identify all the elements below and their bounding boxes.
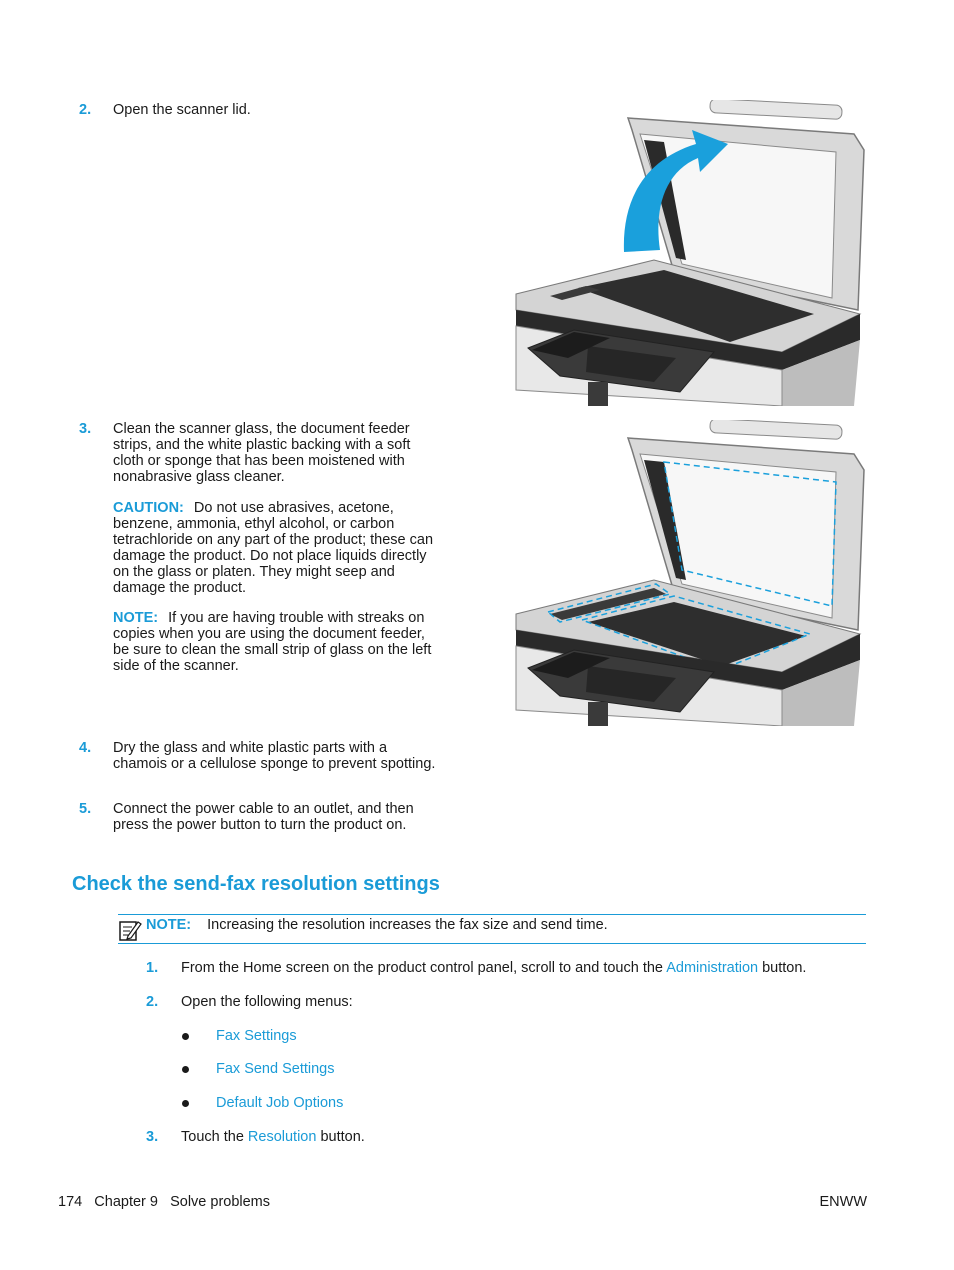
- resolution-button-ref: Resolution: [247, 1129, 317, 1145]
- menu-item-fax-send-settings: Fax Send Settings: [216, 1061, 335, 1077]
- step-text-before: Touch the: [181, 1129, 248, 1145]
- scanner-glass-cleaning-illustration: [514, 420, 866, 726]
- caution-text: Do not use abrasives, acetone, benzene, ammonia, ethyl alcohol, or carbon tetrachloride on any part of the product; these can damage the product. Do not place liquids directly on the glass or platen. They might seep and damage the product.: [113, 500, 434, 596]
- note-icon: [118, 918, 142, 942]
- step-number: 3.: [146, 1129, 159, 1145]
- step-text-after: button.: [758, 960, 807, 976]
- page-footer-right: ENWW: [819, 1194, 867, 1210]
- bullet: [182, 1033, 189, 1040]
- section-title: Check the send-fax resolution settings: [72, 873, 440, 895]
- step-text: [181, 960, 806, 976]
- chapter-label: Chapter 9: [94, 1194, 158, 1210]
- step-number: 5.: [79, 801, 92, 817]
- administration-button-ref: Administration: [666, 960, 759, 976]
- menu-item-fax-settings: Fax Settings: [216, 1028, 297, 1044]
- step-text: Dry the glass and white plastic parts with a chamois or a cellulose sponge to prevent spotting.: [113, 740, 436, 772]
- step-number: 1.: [146, 960, 159, 976]
- step-text: Clean the scanner glass, the document feeder strips, and the white plastic backing with a soft cloth or sponge that has been moistened with nonabrasive glass cleaner.: [113, 421, 411, 485]
- step-number: 2.: [79, 102, 92, 118]
- step-text-before: From the Home screen on the product control panel, scroll to and touch the: [181, 960, 667, 976]
- scanner-lid-open-illustration: [514, 100, 866, 406]
- step-text-after: button.: [316, 1129, 365, 1145]
- caution-block: [113, 500, 443, 596]
- bullet: [182, 1100, 189, 1107]
- fax-note-label: NOTE:: [146, 917, 192, 933]
- bullet: [182, 1066, 189, 1073]
- note-rule-top: [118, 914, 866, 915]
- menu-item-default-job-options: Default Job Options: [216, 1095, 344, 1111]
- step-text: Open the following menus:: [181, 994, 353, 1010]
- note-text: If you are having trouble with streaks on copies when you are using the document feeder, be sure to clean the small strip of glass on the left side of the scanner.: [113, 610, 432, 674]
- step-text: [181, 1129, 365, 1145]
- note-label: NOTE:: [113, 610, 159, 626]
- note-block: [113, 610, 443, 674]
- step-text: Connect the power cable to an outlet, and then press the power button to turn the product on.: [113, 801, 414, 833]
- fax-note: [146, 917, 608, 933]
- fax-note-text: Increasing the resolution increases the fax size and send time.: [207, 917, 608, 933]
- caution-label: CAUTION:: [113, 500, 184, 516]
- note-rule-bottom: [118, 943, 866, 944]
- step-number: 3.: [79, 421, 92, 437]
- chapter-title: Solve problems: [170, 1194, 271, 1210]
- step-number: 4.: [79, 740, 92, 756]
- page-footer-left: [58, 1194, 270, 1210]
- page-number: 174: [58, 1194, 83, 1210]
- step-number: 2.: [146, 994, 159, 1010]
- step-text: Open the scanner lid.: [113, 102, 251, 118]
